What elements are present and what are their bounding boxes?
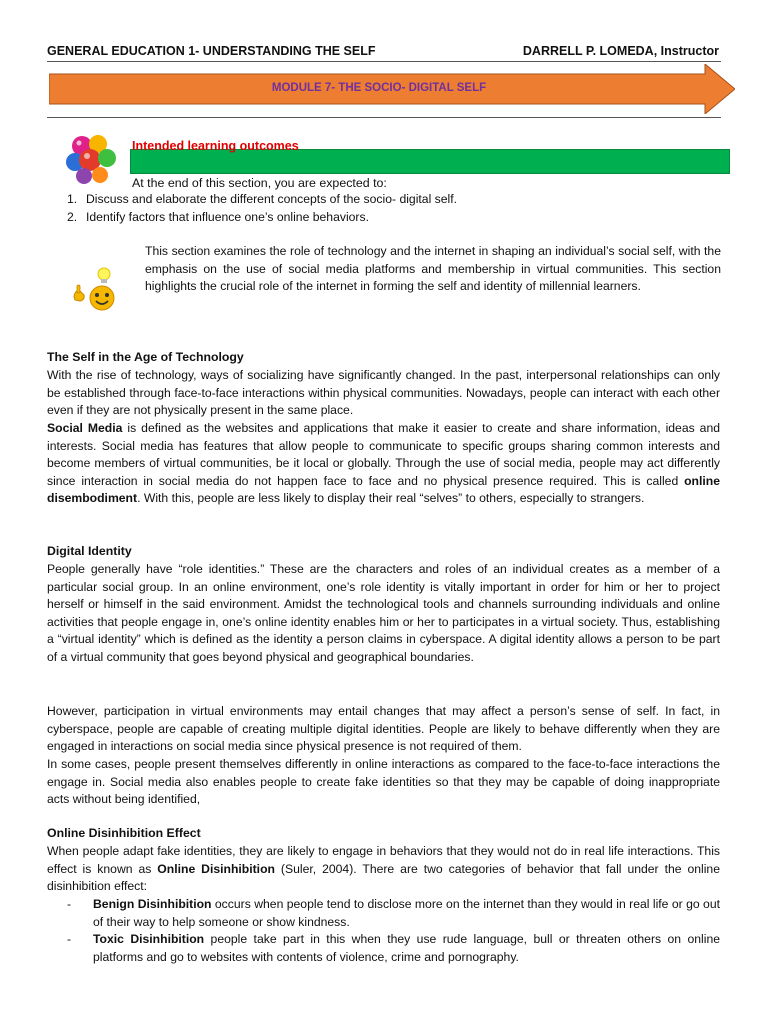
technology-paragraph-2: Social Media is defined as the websites and applications that make it easier to create and share information, ideas and interests. Social media has features that allow people to communicate to specific groups sharing common interests and become members of virtual communities, be it local or globally. Through the use of social media, people may act differently since interaction in social media do not happen face to face and no physical presence required. This is called online disembodiment. With this, people are less likely to display their real “selves” to others, especially to strangers. bbox=[47, 421, 721, 506]
module-title: MODULE 7- THE SOCIO- DIGITAL SELF bbox=[271, 82, 487, 94]
list-item: - Toxic Disinhibition people take part in this when they use rude language, bull or threaten others on online platforms and go to websites with contents of violence, crime and pornography. bbox=[67, 932, 720, 964]
list-item: - Benign Disinhibition occurs when people tend to disclose more on the internet than they would in real life or go out of their way to help someone or show kindness. bbox=[67, 897, 720, 929]
learning-outcomes-title: Intended learning outcomes bbox=[132, 139, 299, 153]
digital-identity-paragraph-3: In some cases, people present themselves differently in online interactions as compared to the face-to-face interactions the engage in. Social media also enables people to create fake identities so that they may be capable of doing inappropriate acts without being identified, bbox=[47, 757, 720, 807]
section-heading-digital-identity: Digital Identity bbox=[47, 544, 132, 558]
list-item: 1. Discuss and elaborate the different concepts of the socio- digital self. bbox=[67, 192, 458, 206]
intro-paragraph: This section examines the role of technology and the internet in shaping an individual’s social self, with the emphasis on the use of social media platforms and membership in virtual communities. This section highlights the crucial role of the internet in forming the self and identity of millennial learners. bbox=[145, 244, 721, 294]
disinhibition-bullets bbox=[47, 896, 720, 966]
course-title: GENERAL EDUCATION 1- UNDERSTANDING THE SELF bbox=[47, 44, 376, 58]
instructor-name: DARRELL P. LOMEDA, Instructor bbox=[522, 44, 719, 58]
digital-identity-paragraph-1: People generally have “role identities.” These are the characters and roles of an individual creates as a member of a particular social group. In an online environment, one’s role identity is vitally important in order for him or her to project herself or himself in the said environment. Amidst the technological tools and channels surrounding individuals and online activities that people engage in, one’s online identity enables him or her to participates in a virtual society. Thus, establishing a “virtual identity” which is defined as the identity a person claims in cyberspace. A digital identity allows a person to be part of a virtual community that goes beyond physical and geographical boundaries. bbox=[47, 562, 720, 664]
disinhibition-paragraph-1: When people adapt fake identities, they are likely to engage in behaviors that they would not do in real life interactions. This effect is known as Online Disinhibition (Suler, 2004). There are two categories of behavior that fall under the online disinhibition effect: bbox=[47, 844, 720, 894]
outcomes-list bbox=[47, 191, 697, 226]
document-header bbox=[47, 44, 719, 58]
outcomes-lead: At the end of this section, you are expected to: bbox=[132, 176, 387, 190]
colorful-balloons-icon bbox=[62, 130, 122, 190]
section-heading-technology: The Self in the Age of Technology bbox=[47, 350, 244, 364]
banner-divider bbox=[47, 117, 721, 118]
header-divider bbox=[47, 61, 721, 62]
list-item: 2. Identify factors that influence one’s online behaviors. bbox=[67, 209, 369, 224]
technology-paragraph-1: With the rise of technology, ways of socializing have significantly changed. In the past, interpersonal relationships can only be established through face-to-face interactions within physical communities. Nowadays, people can interact with each other even if they are not physically present in the same place. bbox=[47, 368, 720, 418]
section-heading-disinhibition: Online Disinhibition Effect bbox=[47, 826, 201, 840]
digital-identity-paragraph-2: However, participation in virtual environments may entail changes that may affect a person’s sense of self. In fact, in cyberspace, people are capable of creating multiple digital identities. People are likely to behave differently when they are engaged in interactions on social media since physical presence is not required of them. bbox=[47, 704, 720, 754]
smiley-lightbulb-icon bbox=[68, 266, 124, 312]
